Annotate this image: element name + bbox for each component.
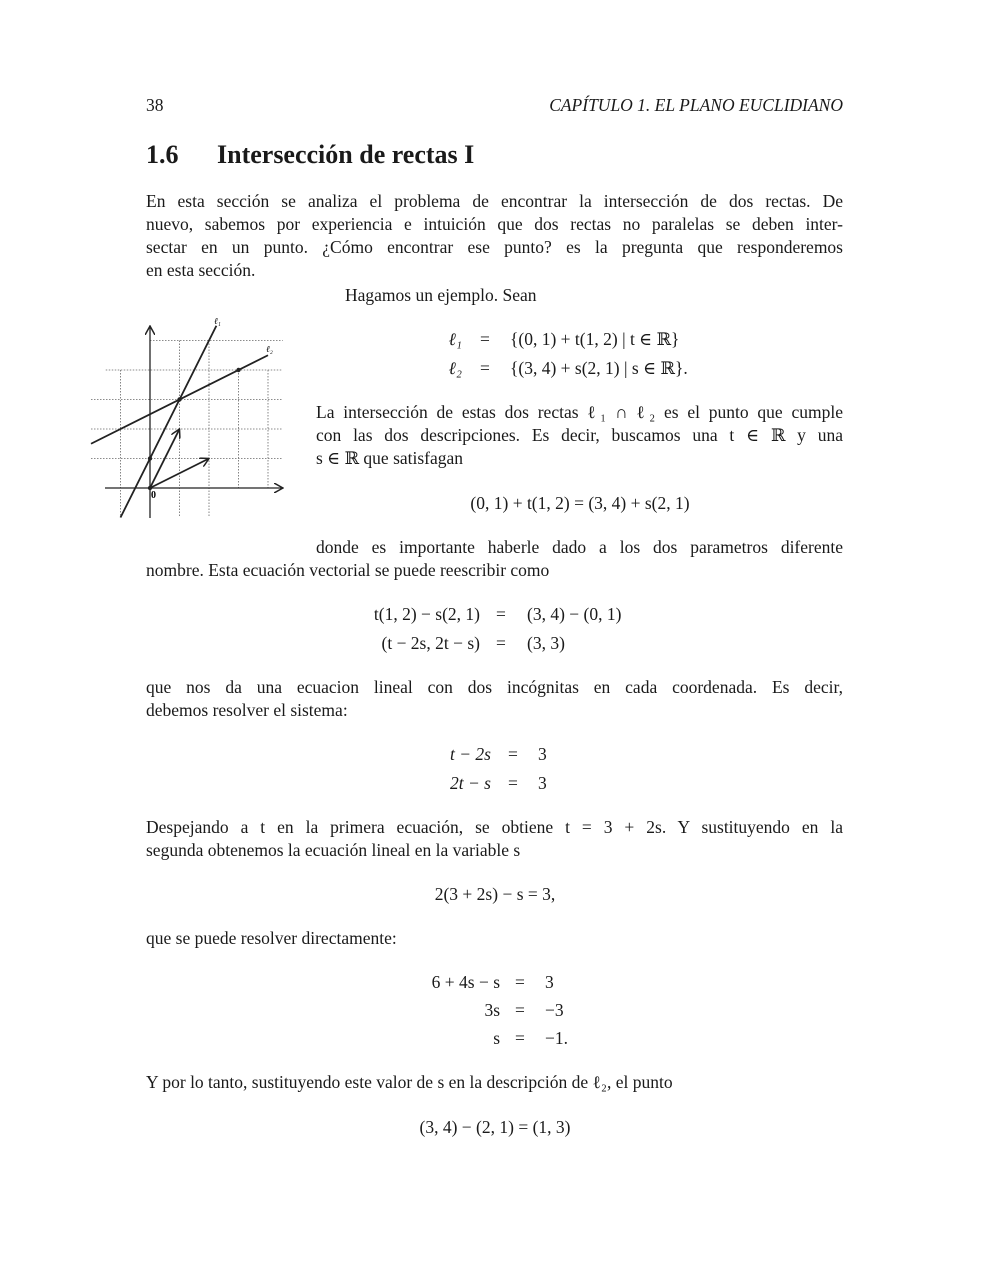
running-header: CAPÍTULO 1. EL PLANO EUCLIDIANO xyxy=(549,95,843,115)
para-line: s ∈ ℝ que satisfagan xyxy=(316,448,464,468)
eq-sign: = xyxy=(515,1028,525,1048)
eq-lhs: t(1, 2) − s(2, 1) xyxy=(373,604,480,624)
eq-rhs: (3, 3) xyxy=(527,633,565,653)
vector-equation: (0, 1) + t(1, 2) = (3, 4) + s(2, 1) xyxy=(470,493,690,513)
eq-lhs: (t − 2s, 2t − s) xyxy=(381,633,480,653)
page-number: 38 xyxy=(146,95,164,115)
intro-line: en esta sección. xyxy=(146,260,256,280)
eq-sign: = xyxy=(515,972,525,992)
eq-rhs: (3, 4) − (0, 1) xyxy=(527,604,622,624)
eq-rhs: {(3, 4) + s(2, 1) | s ∈ ℝ}. xyxy=(510,358,688,378)
para-line: donde es importante haberle dado a los dos parametros diferente xyxy=(316,537,843,557)
para-line: nombre. Esta ecuación vectorial se puede reescribir como xyxy=(146,560,550,580)
intersection-figure xyxy=(85,310,295,525)
section-number: 1.6 xyxy=(146,140,179,169)
label-l1: ℓ₁ xyxy=(214,316,221,326)
eq-rhs: {(0, 1) + t(1, 2) | t ∈ ℝ} xyxy=(510,329,680,349)
eq-rhs: 3 xyxy=(538,744,547,764)
eq-sign: = xyxy=(508,744,518,764)
eq-lhs: s xyxy=(493,1028,500,1048)
intro-line: nuevo, sabemos por experiencia e intuición que dos rectas no paralelas se deben inter- xyxy=(146,214,843,234)
eq-lhs: t − 2s xyxy=(450,744,491,764)
vector-arrow xyxy=(150,459,209,489)
para-line: que nos da una ecuacion lineal con dos incógnitas en cada coordenada. Es decir, xyxy=(146,677,843,697)
intro-line: En esta sección se analiza el problema de encontrar la intersección de dos rectas. De xyxy=(146,191,843,211)
eq-lhs: ℓ₁ xyxy=(448,329,462,349)
para-line: La intersección de estas dos rectas ℓ₁ ∩ ℓ₂ es el punto que cumple xyxy=(316,402,843,422)
section-title: Intersección de rectas I xyxy=(217,140,475,169)
eq-sign: = xyxy=(515,1000,525,1020)
para-line: Y por lo tanto, sustituyendo este valor de s en la descripción de ℓ₂, el punto xyxy=(146,1072,673,1092)
intro-line: sectar en un punto. ¿Cómo encontrar ese punto? es la pregunta que responderemos xyxy=(146,237,843,257)
para-line: Despejando a t en la primera ecuación, se obtiene t = 3 + 2s. Y sustituyendo en la xyxy=(146,817,843,837)
origin-label: 0 xyxy=(151,490,156,501)
eq-rhs: 3 xyxy=(545,972,554,992)
eq-lhs: 3s xyxy=(484,1000,500,1020)
point-marker xyxy=(177,397,181,401)
para-line: debemos resolver el sistema: xyxy=(146,700,348,720)
eq-rhs: −3 xyxy=(545,1000,564,1020)
point-equation: (3, 4) − (2, 1) = (1, 3) xyxy=(419,1117,571,1137)
eq-lhs: 2t − s xyxy=(450,773,491,793)
eq-sign: = xyxy=(480,358,490,378)
eq-lhs: ℓ₂ xyxy=(448,358,462,378)
eq-sign: = xyxy=(480,329,490,349)
eq-sign: = xyxy=(496,604,506,624)
eq-lhs: 6 + 4s − s xyxy=(431,972,500,992)
para-line: segunda obtenemos la ecuación lineal en la variable s xyxy=(146,840,521,860)
para-line: con las dos descripciones. Es decir, buscamos una t ∈ ℝ y una xyxy=(316,425,843,445)
point-marker xyxy=(148,456,152,460)
eq-sign: = xyxy=(508,773,518,793)
eq-rhs: 3 xyxy=(538,773,547,793)
substitution-equation: 2(3 + 2s) − s = 3, xyxy=(434,884,556,904)
example-intro: Hagamos un ejemplo. Sean xyxy=(345,285,537,305)
eq-sign: = xyxy=(496,633,506,653)
eq-rhs: −1. xyxy=(545,1028,568,1048)
point-marker xyxy=(236,368,240,372)
para-line: que se puede resolver directamente: xyxy=(146,928,397,948)
label-l2: ℓ₂ xyxy=(266,344,273,354)
